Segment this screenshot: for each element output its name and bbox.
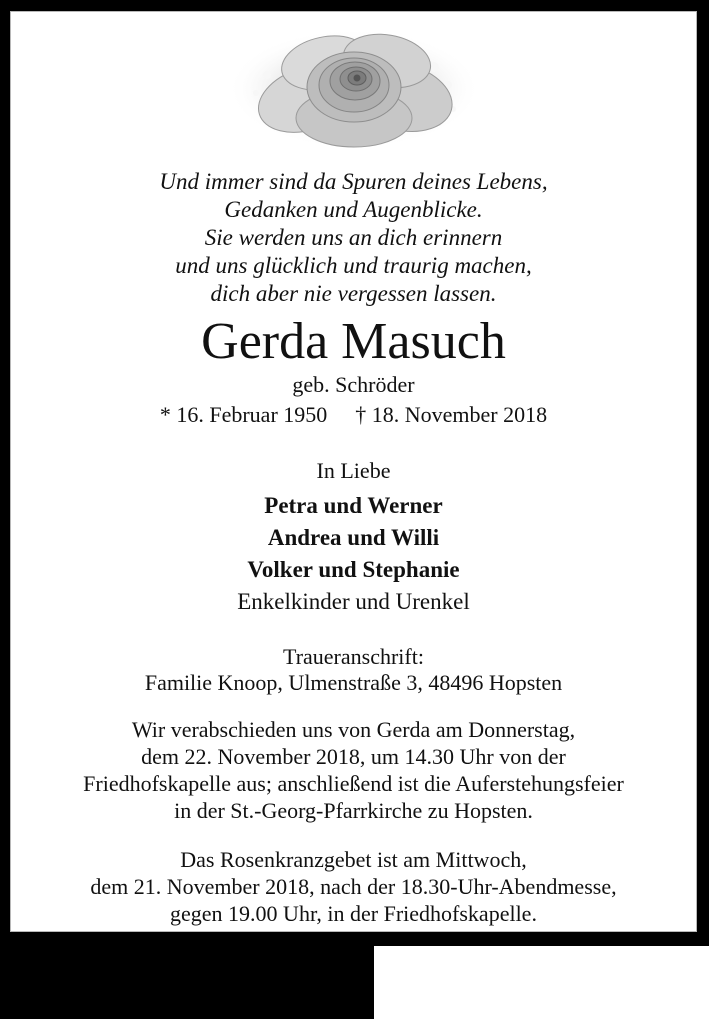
poem-line: und uns glücklich und traurig machen, (175, 253, 532, 278)
funeral-line: Friedhofskapelle aus; anschließend ist die Auferstehungsfeier (83, 771, 624, 796)
rosary-line: Das Rosenkranzgebet ist am Mittwoch, (180, 847, 527, 872)
mourners-list (11, 490, 696, 618)
memorial-poem (11, 168, 696, 308)
poem-line: Und immer sind da Spuren deines Lebens, (159, 169, 548, 194)
mourning-address (11, 644, 696, 696)
mourner-name: Petra und Werner (264, 493, 443, 518)
obituary-card (10, 11, 697, 932)
poem-line: Sie werden uns an dich erinnern (204, 225, 503, 250)
page-background-corner (374, 946, 709, 1019)
funeral-line: in der St.-Georg-Pfarrkirche zu Hopsten. (174, 798, 533, 823)
mourning-salutation: In Liebe (316, 458, 391, 483)
rosary-announcement (11, 846, 696, 927)
birth-name: geb. Schröder (292, 372, 415, 397)
mourner-name: Volker und Stephanie (247, 557, 460, 582)
rose-image (11, 14, 696, 156)
rosary-line: gegen 19.00 Uhr, in der Friedhofskapelle. (170, 901, 537, 926)
funeral-line: Wir verabschieden uns von Gerda am Donnerstag, (131, 717, 576, 742)
death-date: † 18. November 2018 (355, 402, 548, 427)
birth-date: * 16. Februar 1950 (159, 402, 328, 427)
address-label: Traueranschrift: (283, 644, 424, 669)
poem-line: Gedanken und Augenblicke. (224, 197, 483, 222)
mourner-name: Andrea und Willi (267, 525, 440, 550)
life-dates (11, 402, 696, 428)
funeral-line: dem 22. November 2018, um 14.30 Uhr von der (141, 744, 566, 769)
funeral-announcement (11, 716, 696, 824)
deceased-name: Gerda Masuch (201, 313, 506, 370)
rosary-line: dem 21. November 2018, nach der 18.30-Uhr-Abendmesse, (90, 874, 617, 899)
poem-line: dich aber nie vergessen lassen. (210, 281, 497, 306)
address-value: Familie Knoop, Ulmenstraße 3, 48496 Hopsten (144, 670, 563, 695)
grandchildren-line: Enkelkinder und Urenkel (237, 589, 470, 614)
